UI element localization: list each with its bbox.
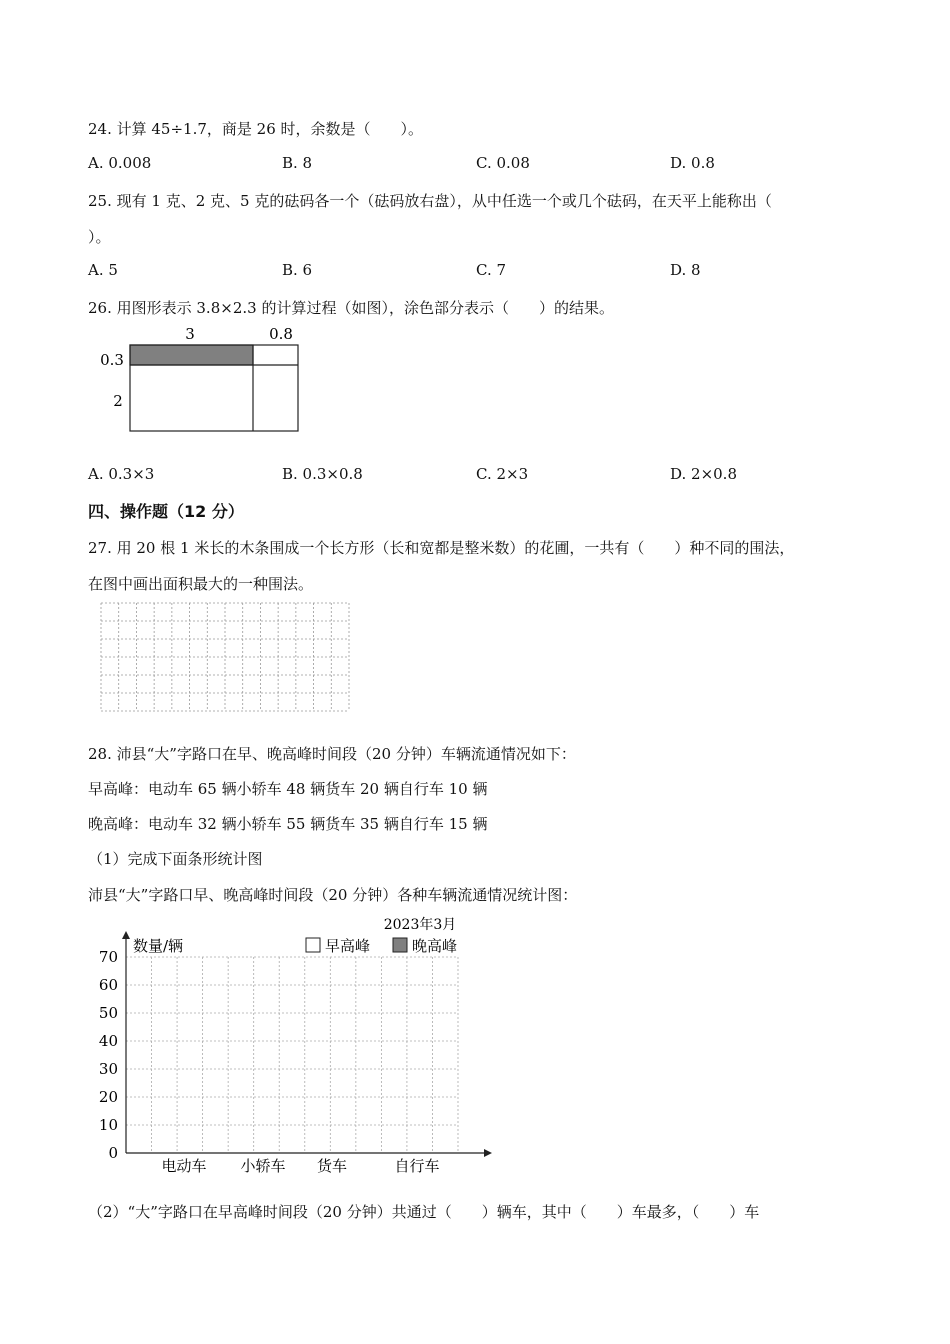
chart-ylabel: 数量/辆 [133, 937, 184, 955]
q25-option-b: B. 6 [282, 261, 313, 279]
q24-stem: 24. 计算 45÷1.7，商是 26 时，余数是（ ）。 [88, 120, 424, 138]
y-tick-label: 30 [98, 1060, 118, 1078]
q28-part2: （2）“大”字路口在早高峰时间段（20 分钟）共通过（ ）辆车，其中（ ）车最多，（ ）车 [88, 1203, 760, 1221]
y-axis-arrow [122, 931, 130, 939]
y-tick-label: 50 [98, 1004, 118, 1022]
q26-option-d: D. 2×0.8 [670, 465, 737, 483]
q26-option-b: B. 0.3×0.8 [282, 465, 363, 483]
y-tick-label: 60 [98, 976, 118, 994]
q25-option-c: C. 7 [476, 261, 507, 279]
q26-area-model-figure [0, 320, 320, 440]
chart-date: 2023年3月 [383, 917, 457, 933]
q27-stem-line1: 27. 用 20 根 1 米长的木条围成一个长方形（长和宽都是整米数）的花圃，一共有（ ）种不同的围法， [88, 539, 795, 557]
q28-bar-chart[interactable] [0, 905, 520, 1185]
q25-option-a: A. 5 [88, 261, 118, 279]
q28-morning-data: 早高峰：电动车 65 辆小轿车 48 辆货车 20 辆自行车 10 辆 [88, 780, 488, 798]
section-4-title: 四、操作题（12 分） [88, 502, 244, 521]
q28-stem: 28. 沛县“大”字路口在早、晚高峰时间段（20 分钟）车辆流通情况如下： [88, 745, 576, 763]
legend-swatch-morning [306, 938, 320, 952]
x-category-label: 货车 [316, 1157, 348, 1175]
y-tick-label: 70 [98, 948, 118, 966]
q24-option-b: B. 8 [282, 154, 313, 172]
x-axis-arrow [484, 1149, 492, 1157]
q26-option-a: A. 0.3×3 [88, 465, 155, 483]
x-category-label: 自行车 [394, 1157, 440, 1175]
q24-option-c: C. 0.08 [476, 154, 530, 172]
q26-shaded-region [130, 345, 253, 365]
q26-label-0.8: 0.8 [269, 325, 293, 343]
x-category-label: 电动车 [161, 1157, 207, 1175]
legend-swatch-evening [393, 938, 407, 952]
y-tick-label: 0 [108, 1144, 118, 1162]
q27-drawing-grid[interactable] [100, 602, 350, 712]
y-tick-label: 10 [98, 1116, 118, 1134]
q27-stem-line2: 在图中画出面积最大的一种围法。 [88, 575, 314, 593]
y-tick-label: 20 [98, 1088, 118, 1106]
x-category-label: 小轿车 [240, 1157, 286, 1175]
y-tick-label: 40 [98, 1032, 118, 1050]
q24-option-d: D. 0.8 [670, 154, 715, 172]
q28-evening-data: 晚高峰：电动车 32 辆小轿车 55 辆货车 35 辆自行车 15 辆 [88, 815, 488, 833]
q25-stem-line2: ）。 [88, 228, 111, 246]
q28-chart-title: 沛县“大”字路口早、晚高峰时间段（20 分钟）各种车辆流通情况统计图： [88, 886, 578, 904]
q26-label-0.3: 0.3 [100, 351, 124, 369]
q26-option-c: C. 2×3 [476, 465, 529, 483]
legend-label-evening: 晚高峰 [412, 937, 458, 955]
legend-label-morning: 早高峰 [325, 937, 371, 955]
q25-option-d: D. 8 [670, 261, 701, 279]
q26-stem: 26. 用图形表示 3.8×2.3 的计算过程（如图），涂色部分表示（ ）的结果。 [88, 299, 614, 317]
q28-part1: （1）完成下面条形统计图 [88, 850, 263, 868]
q26-label-2: 2 [113, 392, 123, 410]
q26-label-3: 3 [185, 325, 195, 343]
q24-option-a: A. 0.008 [88, 154, 152, 172]
q25-stem-line1: 25. 现有 1 克、2 克、5 克的砝码各一个（砝码放右盘），从中任选一个或几个砝码，在天平上能称出（ [88, 192, 772, 210]
